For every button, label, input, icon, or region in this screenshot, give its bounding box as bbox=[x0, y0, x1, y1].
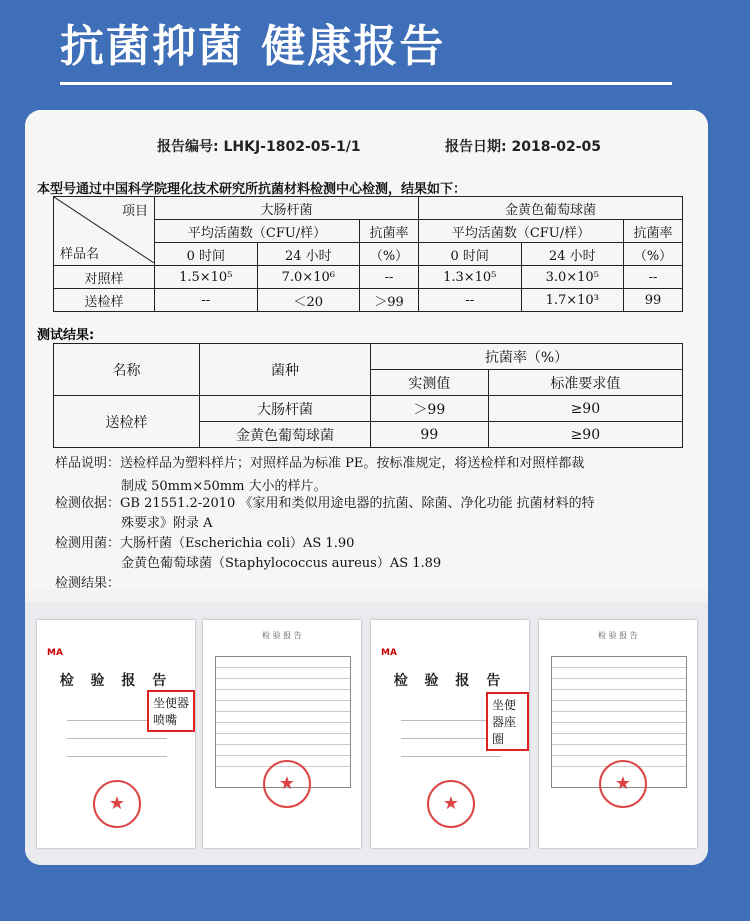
cover-title: 检 验 报 告 bbox=[393, 673, 507, 689]
certificate-cover bbox=[371, 620, 529, 848]
staph-header: 金黄色葡萄球菌 bbox=[418, 197, 682, 220]
seal-icon: ★ bbox=[599, 760, 647, 808]
report-date: 报告日期: 2018-02-05 bbox=[445, 139, 602, 155]
divider bbox=[67, 756, 167, 757]
cell: -- bbox=[155, 289, 258, 312]
seal-icon: ★ bbox=[263, 760, 311, 808]
divider bbox=[401, 756, 501, 757]
measured-header: 实测值 bbox=[371, 370, 489, 396]
page-title-mini: 检 验 报 告 bbox=[262, 631, 302, 640]
cell: 7.0×10⁶ bbox=[257, 266, 360, 289]
cell: ＜20 bbox=[257, 289, 360, 312]
ecoli-rate: 抗菌率 bbox=[360, 220, 419, 243]
title-underline bbox=[60, 82, 672, 85]
ecoli-header: 大肠杆菌 bbox=[155, 197, 419, 220]
note-line: 殊要求》附录 A bbox=[121, 516, 213, 531]
cell: ≥90 bbox=[488, 422, 682, 448]
note-line: 金黄色葡萄球菌（Staphylococcus aureus）AS 1.89 bbox=[121, 556, 442, 571]
seal-icon: ★ bbox=[427, 780, 475, 828]
cell: -- bbox=[418, 289, 521, 312]
cover-title: 检 验 报 告 bbox=[59, 673, 173, 689]
report-number: 报告编号: LHKJ-1802-05-1/1 bbox=[157, 139, 361, 155]
staph-rate: 抗菌率 bbox=[624, 220, 683, 243]
certificate-page bbox=[203, 620, 361, 848]
callout-label: 坐便器座圈 bbox=[486, 692, 529, 751]
table-row bbox=[54, 289, 683, 312]
cell: ＞99 bbox=[371, 396, 489, 422]
standard-header: 标准要求值 bbox=[488, 370, 682, 396]
staph-h0: 0 时间 bbox=[418, 243, 521, 266]
cell: -- bbox=[624, 266, 683, 289]
ecoli-avg-count: 平均活菌数（CFU/样） bbox=[155, 220, 360, 243]
note-line: 检测依据：GB 21551.2-2010 《家用和类似用途电器的抗菌、除菌、净化功能 抗菌材料的特 bbox=[55, 496, 595, 511]
antibacterial-table bbox=[53, 196, 683, 312]
note-line: 样品说明：送检样品为塑料样片；对照样品为标准 PE。按标准规定，将送检样和对照样都裁 bbox=[55, 456, 585, 471]
table-row bbox=[54, 266, 683, 289]
seal-icon: ★ bbox=[93, 780, 141, 828]
result-table bbox=[53, 343, 683, 448]
page-title-mini: 检 验 报 告 bbox=[598, 631, 638, 640]
note-line: 制成 50mm×50mm 大小的样片。 bbox=[121, 479, 327, 494]
page-title: 抗菌抑菌 健康报告 bbox=[60, 21, 446, 72]
cell: 3.0×10⁵ bbox=[521, 266, 624, 289]
species-header: 菌种 bbox=[200, 344, 371, 396]
rate-header: 抗菌率（%） bbox=[371, 344, 683, 370]
cell: 1.7×10³ bbox=[521, 289, 624, 312]
note-line: 检测结果： bbox=[55, 576, 121, 591]
staph-pct: （%） bbox=[624, 243, 683, 266]
certificate-page bbox=[539, 620, 697, 848]
cell: ≥90 bbox=[488, 396, 682, 422]
ma-logo: MA bbox=[381, 648, 397, 658]
sample-cell: 送检样 bbox=[54, 396, 200, 448]
report-intro: 本型号通过中国科学院理化技术研究所抗菌材料检测中心检测，结果如下： bbox=[37, 182, 467, 197]
cell: 金黄色葡萄球菌 bbox=[200, 422, 371, 448]
diagonal-header bbox=[54, 197, 155, 266]
content-card bbox=[25, 110, 708, 865]
sample-name-label: 样品名 bbox=[60, 247, 100, 262]
cell: 99 bbox=[371, 422, 489, 448]
ma-logo: MA bbox=[47, 648, 63, 658]
cell: 大肠杆菌 bbox=[200, 396, 371, 422]
cell: ＞99 bbox=[360, 289, 419, 312]
cell: 1.5×10⁵ bbox=[155, 266, 258, 289]
callout-label: 坐便器喷嘴 bbox=[147, 690, 195, 732]
certificate-gallery bbox=[25, 602, 708, 865]
ecoli-pct: （%） bbox=[360, 243, 419, 266]
row-name: 对照样 bbox=[54, 266, 155, 289]
row-name: 送检样 bbox=[54, 289, 155, 312]
staph-avg-count: 平均活菌数（CFU/样） bbox=[418, 220, 623, 243]
test-report bbox=[25, 110, 708, 590]
ecoli-h0: 0 时间 bbox=[155, 243, 258, 266]
cell: 99 bbox=[624, 289, 683, 312]
table-row bbox=[54, 396, 683, 422]
cell: 1.3×10⁵ bbox=[418, 266, 521, 289]
item-label: 项目 bbox=[121, 204, 148, 219]
divider bbox=[67, 738, 167, 739]
ecoli-h24: 24 小时 bbox=[257, 243, 360, 266]
note-line: 检测用菌：大肠杆菌（Escherichia coli）AS 1.90 bbox=[55, 536, 355, 551]
section-title: 测试结果: bbox=[37, 328, 95, 343]
cell: -- bbox=[360, 266, 419, 289]
name-header: 名称 bbox=[54, 344, 200, 396]
certificate-cover bbox=[37, 620, 195, 848]
staph-h24: 24 小时 bbox=[521, 243, 624, 266]
